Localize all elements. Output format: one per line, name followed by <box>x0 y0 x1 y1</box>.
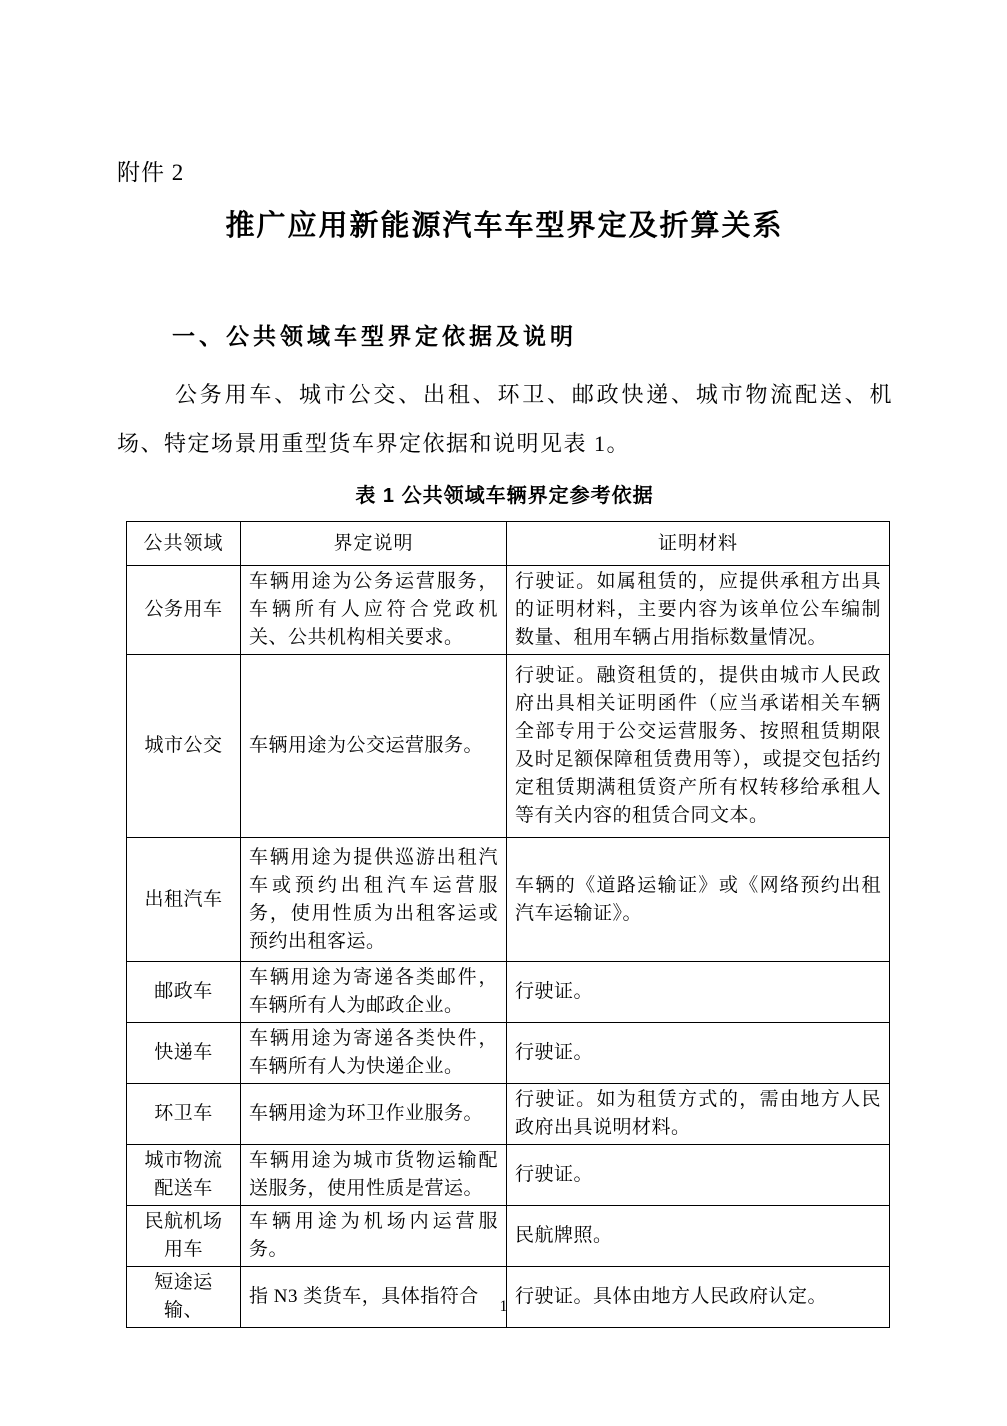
table-row <box>127 838 890 962</box>
definition-cell: 车辆用途为寄递各类快件，车辆所有人为快递企业。 <box>241 1023 507 1084</box>
table-row <box>127 655 890 838</box>
page-number: 1 <box>499 1298 508 1315</box>
table-row <box>127 1145 890 1206</box>
header-proof: 证明材料 <box>507 522 890 566</box>
definition-cell: 车辆用途为环卫作业服务。 <box>241 1084 507 1145</box>
table-row <box>127 1023 890 1084</box>
domain-cell: 邮政车 <box>127 962 241 1023</box>
domain-cell: 环卫车 <box>127 1084 241 1145</box>
domain-cell: 短途运输、 <box>127 1267 241 1328</box>
proof-cell: 行驶证。 <box>507 1023 890 1084</box>
proof-cell: 行驶证。 <box>507 962 890 1023</box>
table-row <box>127 1206 890 1267</box>
proof-cell: 车辆的《道路运输证》或《网络预约出租汽车运输证》。 <box>507 838 890 962</box>
proof-cell: 行驶证。融资租赁的，提供由城市人民政府出具相关证明函件（应当承诺相关车辆全部专用于公交运营服务、按照租赁期限及时足额保障租赁费用等），或提交包括约定租赁期满租赁资产所有权转移给承租人等有关内容的租赁合同文本。 <box>507 655 890 838</box>
vehicle-definition-table <box>126 521 890 1328</box>
definition-cell: 车辆用途为机场内运营服务。 <box>241 1206 507 1267</box>
table-row <box>127 962 890 1023</box>
domain-cell: 城市公交 <box>127 655 241 838</box>
proof-cell: 行驶证。 <box>507 1145 890 1206</box>
intro-paragraph: 公务用车、城市公交、出租、环卫、邮政快递、城市物流配送、机场、特定场景用重型货车界定依据和说明见表 1。 <box>117 382 893 456</box>
table-row <box>127 1267 890 1328</box>
definition-cell: 车辆用途为寄递各类邮件，车辆所有人为邮政企业。 <box>241 962 507 1023</box>
table-caption: 表 1 公共领域车辆界定参考依据 <box>355 485 654 507</box>
definition-cell: 车辆用途为提供巡游出租汽车或预约出租汽车运营服务，使用性质为出租客运或预约出租客运。 <box>241 838 507 962</box>
domain-cell: 快递车 <box>127 1023 241 1084</box>
proof-cell: 行驶证。如为租赁方式的，需由地方人民政府出具说明材料。 <box>507 1084 890 1145</box>
proof-cell: 行驶证。如属租赁的，应提供承租方出具的证明材料，主要内容为该单位公车编制数量、租用车辆占用指标数量情况。 <box>507 566 890 655</box>
domain-cell: 民航机场用车 <box>127 1206 241 1267</box>
header-definition: 界定说明 <box>241 522 507 566</box>
table-row <box>127 566 890 655</box>
definition-cell: 指 N3 类货车，具体指符合 <box>241 1267 507 1328</box>
proof-cell: 行驶证。具体由地方人民政府认定。 <box>507 1267 890 1328</box>
document-title: 推广应用新能源汽车车型界定及折算关系 <box>225 210 784 242</box>
header-domain: 公共领域 <box>127 522 241 566</box>
attachment-label: 附件 2 <box>117 160 185 185</box>
domain-cell: 公务用车 <box>127 566 241 655</box>
definition-cell: 车辆用途为城市货物运输配送服务，使用性质是营运。 <box>241 1145 507 1206</box>
domain-cell: 城市物流配送车 <box>127 1145 241 1206</box>
proof-cell: 民航牌照。 <box>507 1206 890 1267</box>
section-heading: 一、公共领域车型界定依据及说明 <box>172 323 577 349</box>
table-header-row <box>127 522 890 566</box>
definition-cell: 车辆用途为公务运营服务，车辆所有人应符合党政机关、公共机构相关要求。 <box>241 566 507 655</box>
definition-cell: 车辆用途为公交运营服务。 <box>241 655 507 838</box>
table-row <box>127 1084 890 1145</box>
domain-cell: 出租汽车 <box>127 838 241 962</box>
